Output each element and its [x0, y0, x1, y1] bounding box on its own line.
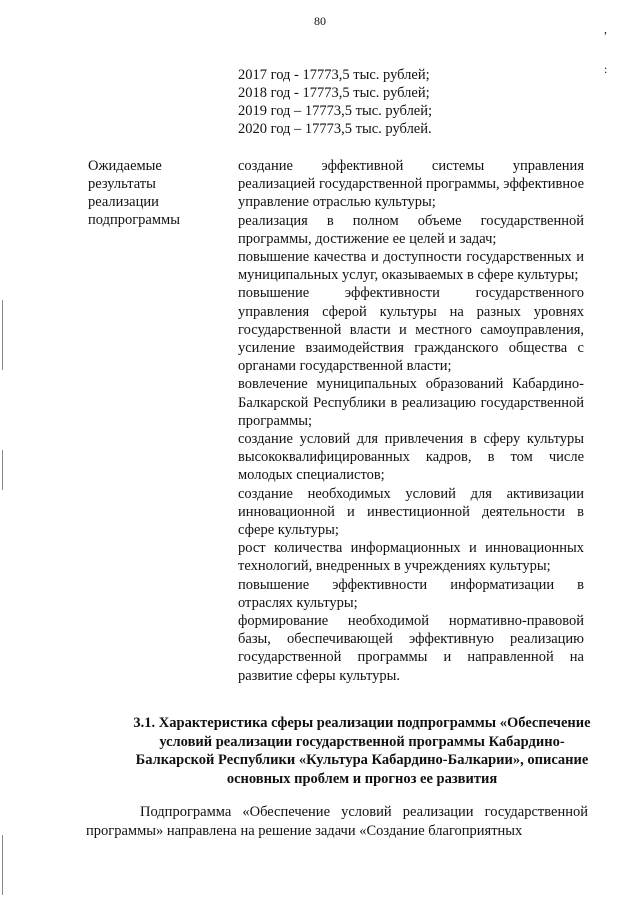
- result-item: повышение эффективности государственного управления сферой культуры на разных уровнях государственной власти и местного самоуправления, усиление взаимодействия гражданского общества с органами государственной власти;: [238, 285, 584, 375]
- binding-edge-mark: [2, 300, 3, 370]
- expected-results-list: [238, 157, 584, 685]
- expected-results-label: Ожидаемые результаты реализации подпрограммы: [88, 158, 180, 228]
- result-item: повышение эффективности информатизации в отраслях культуры;: [238, 576, 584, 611]
- result-item: повышение качества и доступности государственных и муниципальных услуг, оказываемых в сфере культуры;: [238, 249, 584, 284]
- result-item: вовлечение муниципальных образований Кабардино-Балкарской Республики в реализацию государственной программы;: [238, 376, 584, 429]
- margin-mark: :: [604, 62, 608, 76]
- result-item: создание эффективной системы управления реализацией государственной программы, эффективное управление отраслью культуры;: [238, 158, 584, 211]
- funding-line-2020: 2020 год – 17773,5 тыс. рублей.: [238, 121, 432, 137]
- funding-line-2017: 2017 год - 17773,5 тыс. рублей;: [238, 67, 430, 83]
- funding-lines: [238, 66, 432, 138]
- result-item: создание условий для привлечения в сферу культуры высококвалифицированных кадров, в том числе молодых специалистов;: [238, 431, 584, 484]
- page-number: 80: [314, 14, 326, 28]
- intro-paragraph: Подпрограмма «Обеспечение условий реализации государственной программы» направлена на решение задачи «Создание благоприятных: [86, 804, 588, 839]
- section-heading: 3.1. Характеристика сферы реализации подпрограммы «Обеспечение условий реализации государственной программы Кабардино-Балкарской Республики «Культура Кабардино-Балкарии», описание основных проблем и прогноз ее развития: [133, 715, 591, 787]
- binding-edge-mark: [2, 835, 3, 895]
- result-item: формирование необходимой нормативно-правовой базы, обеспечивающей эффективную реализацию государственной программы и направленной на развитие сферы культуры.: [238, 613, 584, 684]
- binding-edge-mark: [2, 450, 3, 490]
- margin-mark: ,: [604, 22, 607, 36]
- result-item: рост количества информационных и инновационных технологий, внедренных в учреждениях культуры;: [238, 540, 584, 575]
- result-item: реализация в полном объеме государственной программы, достижение ее целей и задач;: [238, 212, 584, 247]
- funding-line-2019: 2019 год – 17773,5 тыс. рублей;: [238, 103, 433, 119]
- funding-line-2018: 2018 год - 17773,5 тыс. рублей;: [238, 85, 430, 101]
- result-item: создание необходимых условий для активизации инновационной и инвестиционной деятельности в сфере культуры;: [238, 485, 584, 539]
